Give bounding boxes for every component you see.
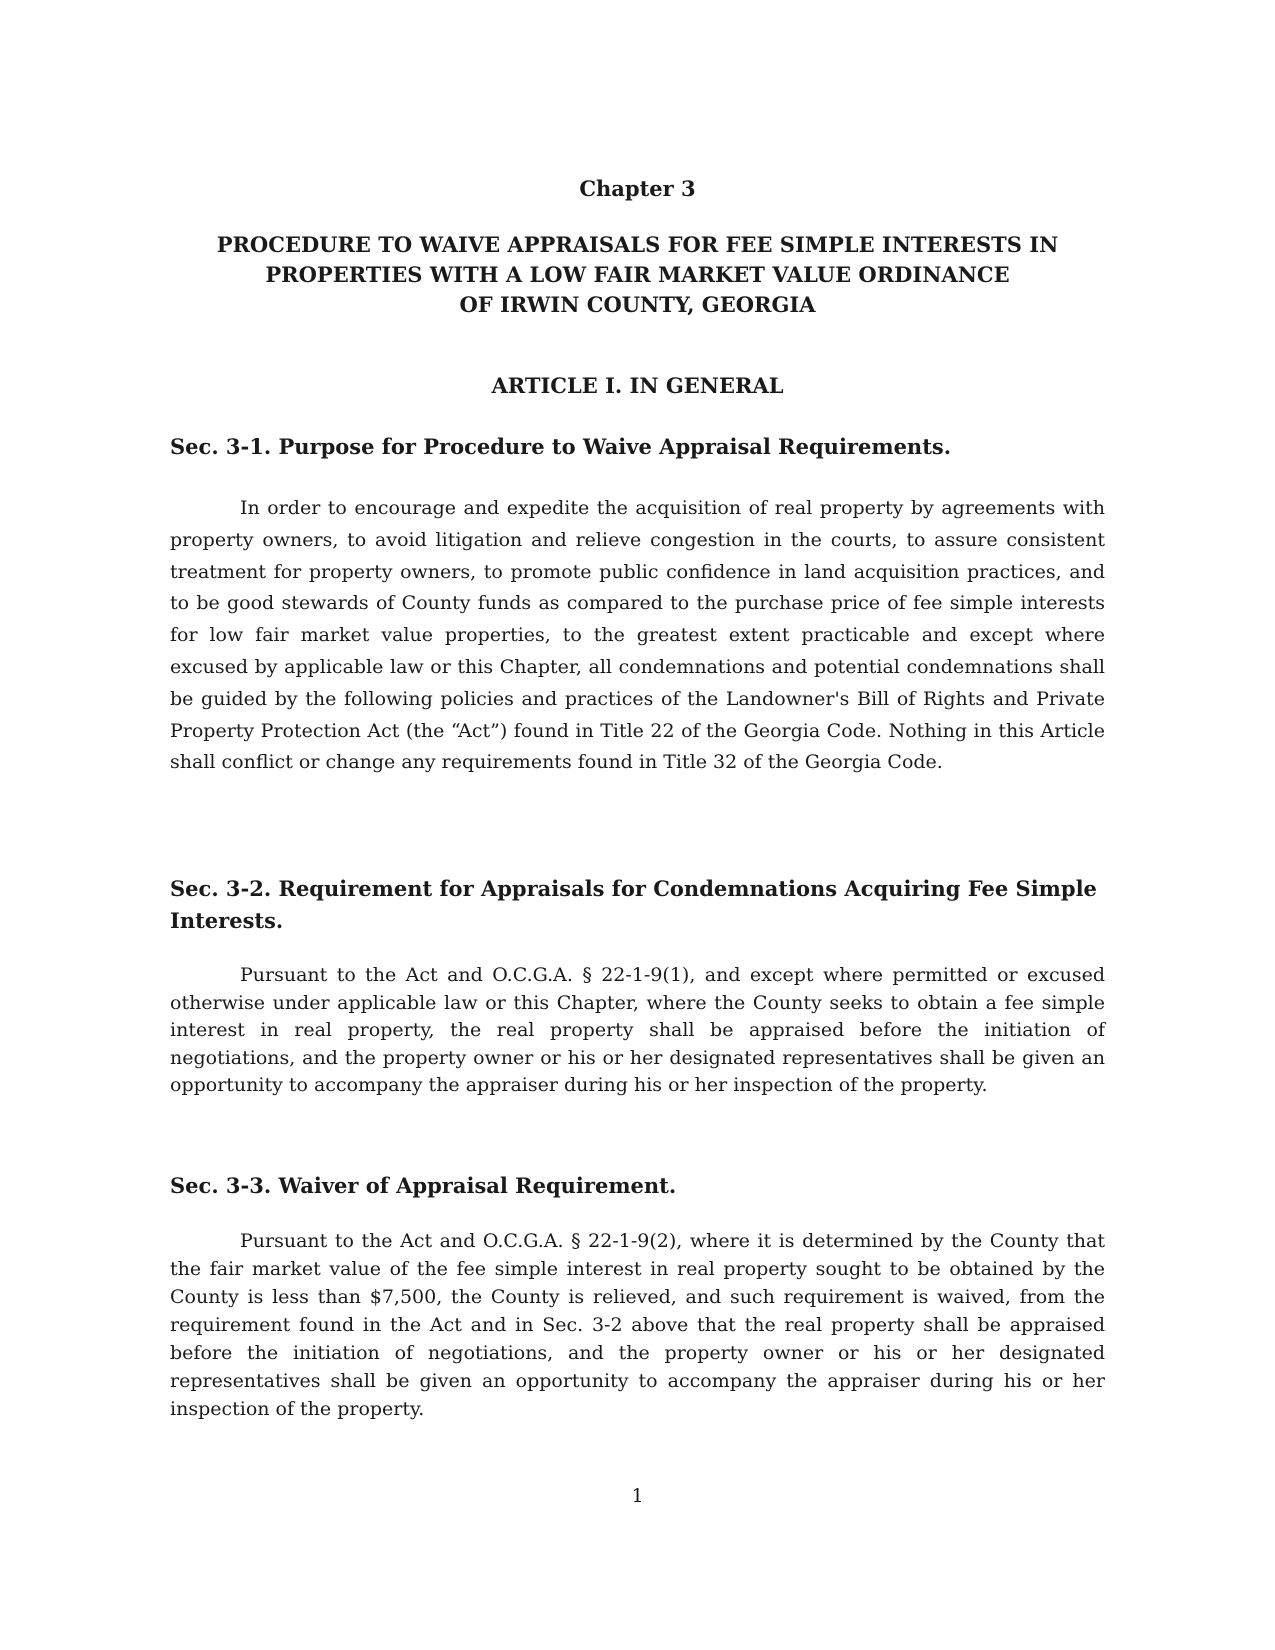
section-heading: Sec. 3-3. Waiver of Appraisal Requirement. (170, 1173, 677, 1198)
title-line: OF IRWIN COUNTY, GEORGIA (459, 292, 816, 317)
title-line: PROPERTIES WITH A LOW FAIR MARKET VALUE ORDINANCE (265, 262, 1010, 287)
document-title (170, 230, 1105, 320)
article-heading: ARTICLE I. IN GENERAL (491, 373, 784, 398)
title-line: PROCEDURE TO WAIVE APPRAISALS FOR FEE SIMPLE INTERESTS IN (216, 232, 1059, 257)
section-body: Pursuant to the Act and O.C.G.A. § 22-1-9(2), where it is determined by the County that the fair market value of the fee simple interest in real property sought to be obtained by the County is less than $7,500, the County is relieved, and such requirement is waived, from the requirement found in the Act and in Sec. 3-2 above that the real property shall be appraised before the initiation of negotiations, and the property owner or his or her designated representatives shall be given an opportunity to accompany the appraiser during his or her inspection of the property. (170, 1230, 1105, 1420)
section-body: Pursuant to the Act and O.C.G.A. § 22-1-9(1), and except where permitted or excused otherwise under applicable law or this Chapter, where the County seeks to obtain a fee simple interest in real property, the real property shall be appraised before the initiation of negotiations, and the property owner or his or her designated representatives shall be given an opportunity to accompany the appraiser during his or her inspection of the property. (170, 964, 1105, 1097)
page-number: 1 (631, 1485, 644, 1507)
section-heading: Sec. 3-1. Purpose for Procedure to Waive Appraisal Requirements. (170, 434, 952, 459)
section-heading: Sec. 3-2. Requirement for Appraisals for Condemnations Acquiring Fee Simple Interests. (170, 876, 1097, 933)
section-body: In order to encourage and expedite the acquisition of real property by agreements with property owners, to avoid litigation and relieve congestion in the courts, to assure consistent treatment for property owners, to promote public confidence in land acquisition practices, and to be good stewards of County funds as compared to the purchase price of fee simple interests for low fair market value properties, to the greatest extent practicable and except where excused by applicable law or this Chapter, all condemnations and potential condemnations shall be guided by the following policies and practices of the Landowner's Bill of Rights and Private Property Protection Act (the “Act”) found in Title 22 of the Georgia Code. Nothing in this Article shall conflict or change any requirements found in Title 32 of the Georgia Code. (170, 497, 1105, 774)
chapter-heading: Chapter 3 (579, 176, 696, 201)
